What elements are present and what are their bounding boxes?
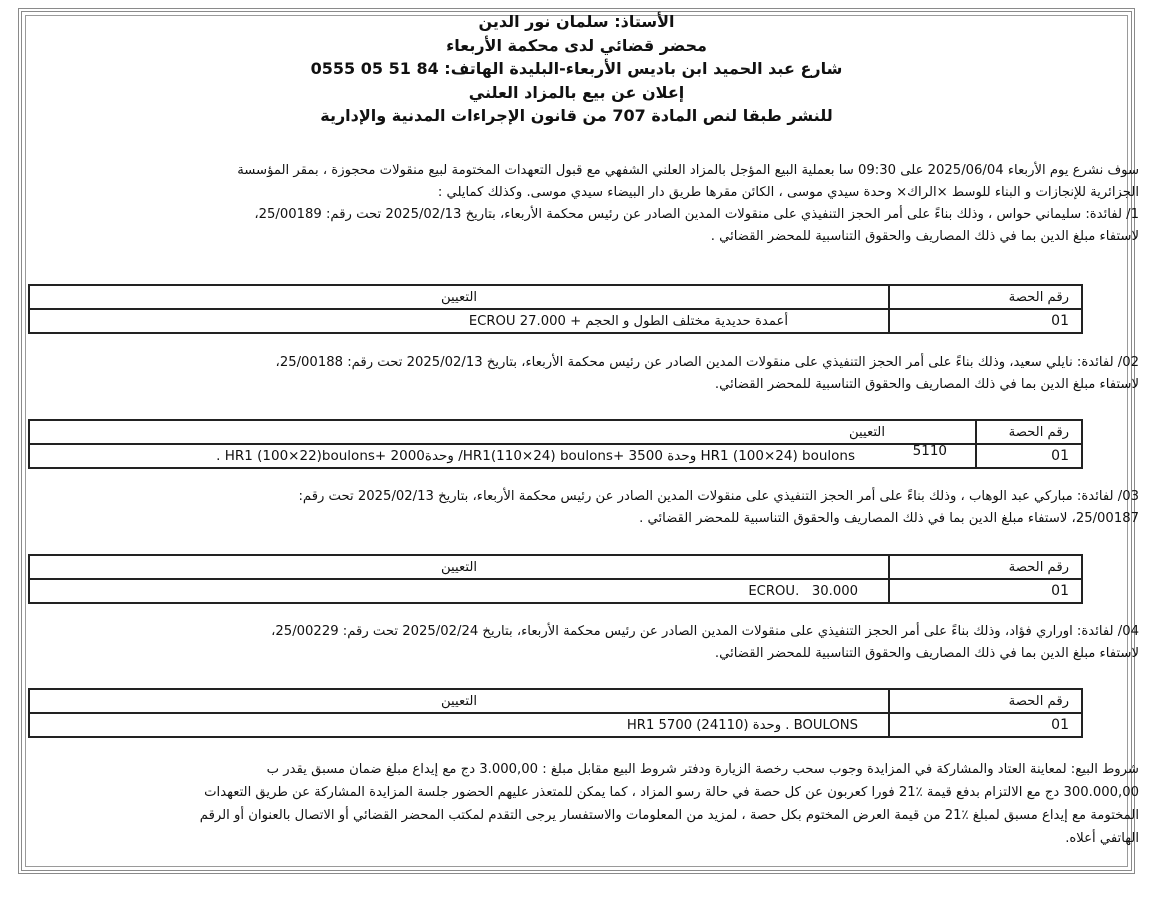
conditions-line: شروط البيع: لمعاينة العتاد والمشاركة في المزايدة وجوب سحب رخصة الزيارة ودفتر شروط البيع مقابل مبلغ : 3.000,00 دج مع إيداع مبلغ ضمان مسبق يقدر ب	[266, 762, 1139, 777]
legal-basis: للنشر طبقا لنص المادة 707 من قانون الإجراءات المدنية والإدارية	[320, 106, 833, 125]
section-2-paragraph	[14, 352, 1139, 396]
designation-quantity: 5110	[912, 443, 947, 459]
section-line: 03/ لفائدة: مباركي عبد الوهاب ، وذلك بناءً على أمر الحجز التنفيذي على منقولات المدين الصادر عن رئيس محكمة الأربعاء، بتاريخ 2025/02/13 تحت رقم:	[298, 489, 1139, 504]
designation-header: التعيين	[29, 689, 889, 713]
designation-header: التعيين	[29, 420, 976, 444]
lot-designation: ECROU. 30.000	[29, 579, 889, 603]
section-line: 25/00187، لاستفاء مبلغ الدين بما في ذلك المصاريف والحقوق التناسبية للمحضر القضائي .	[639, 511, 1139, 526]
lot-table-4	[28, 688, 1083, 738]
section-3-paragraph	[14, 486, 1139, 530]
bailiff-title: محضر قضائي لدى محكمة الأربعاء	[446, 35, 707, 55]
notice-header	[0, 10, 1153, 128]
lot-number: 01	[889, 713, 1082, 737]
bailiff-address: شارع عبد الحميد ابن باديس الأربعاء-البليدة الهاتف: 84 51 05 0555	[310, 59, 843, 78]
lot-number: 01	[976, 444, 1082, 468]
lot-designation: أعمدة حديدية مختلف الطول و الحجم + ECROU 27.000	[29, 309, 889, 333]
designation-text: HR1 (100×24) boulons وحدة 3500 +HR1(110×24) boulons/ وحدة2000 +HR1 (100×22)boulons .	[216, 448, 855, 464]
section-4-paragraph	[14, 621, 1139, 665]
lot-number: 01	[889, 579, 1082, 603]
lot-number-header: رقم الحصة	[889, 285, 1082, 309]
intro-line: لاستفاء مبلغ الدين بما في ذلك المصاريف والحقوق التناسبية للمحضر القضائي .	[710, 229, 1139, 244]
intro-line: سوف نشرع يوم الأربعاء 2025/06/04 على 09:30 سا بعملية البيع المؤجل بالمزاد العلني الشفهي مع قبول التعهدات المختومة لبيع منقولات محجوزة ، بمقر المؤسسة	[237, 163, 1139, 178]
sale-conditions	[14, 758, 1139, 850]
lot-number-header: رقم الحصة	[889, 689, 1082, 713]
lot-table-1	[28, 284, 1083, 334]
section-line: 02/ لفائدة: نايلي سعيد، وذلك بناءً على أمر الحجز التنفيذي على منقولات المدين الصادر عن رئيس محكمة الأربعاء، بتاريخ 2025/02/13 تحت رقم: 25/00188،	[275, 355, 1139, 370]
section-line: 04/ لفائدة: اوراري فؤاد، وذلك بناءً على أمر الحجز التنفيذي على منقولات المدين الصادر عن رئيس محكمة الأربعاء، بتاريخ 2025/02/24 تحت رقم: 25/00229،	[271, 624, 1139, 639]
conditions-line: 300.000,00 دج مع الالتزام بدفع قيمة ٪21 فورا كعربون عن كل حصة في حالة رسو المزاد ، كما يمكن للمتعذر عليهم الحضور جلسة المزايدة المشاركة عن طريق التعهدات	[204, 785, 1139, 800]
bailiff-name: الأستاذ: سلمان نور الدين	[478, 12, 675, 31]
lot-number-header: رقم الحصة	[889, 555, 1082, 579]
lot-number-header: رقم الحصة	[976, 420, 1082, 444]
conditions-line: الهاتفي أعلاه.	[1065, 831, 1139, 846]
section-line: لاستفاء مبلغ الدين بما في ذلك المصاريف والحقوق التناسبية للمحضر القضائي.	[714, 646, 1139, 661]
intro-paragraph	[14, 160, 1139, 248]
designation-header: التعيين	[29, 555, 889, 579]
notice-title: إعلان عن بيع بالمزاد العلني	[468, 82, 685, 102]
designation-header: التعيين	[29, 285, 889, 309]
lot-designation	[29, 444, 976, 468]
intro-line: 1/ لفائدة: سليماني حواس ، وذلك بناءً على أمر الحجز التنفيذي على منقولات المدين الصادر عن رئيس محكمة الأربعاء، بتاريخ 2025/02/13 تحت رقم: 25/00189،	[254, 207, 1139, 222]
lot-table-3	[28, 554, 1083, 604]
conditions-line: المختومة مع إيداع مسبق لمبلغ ٪21 من قيمة العرض المختوم بكل حصة ، لمزيد من المعلومات والاستفسار يرجى التقدم لمكتب المحضر القضائي أو الاتصال بالعنوان أو الرقم	[199, 808, 1139, 823]
lot-number: 01	[889, 309, 1082, 333]
lot-designation: BOULONS . وحدة HR1 5700 (24110)	[29, 713, 889, 737]
intro-line: الجزائرية للإنجازات و البناء للوسط ×الراك× وحدة سيدي موسى ، الكائن مقرها طريق دار البيضاء سيدي موسى. وكذلك كمايلي :	[437, 185, 1139, 200]
lot-table-2	[28, 419, 1083, 469]
section-line: لاستفاء مبلغ الدين بما في ذلك المصاريف والحقوق التناسبية للمحضر القضائي.	[714, 377, 1139, 392]
